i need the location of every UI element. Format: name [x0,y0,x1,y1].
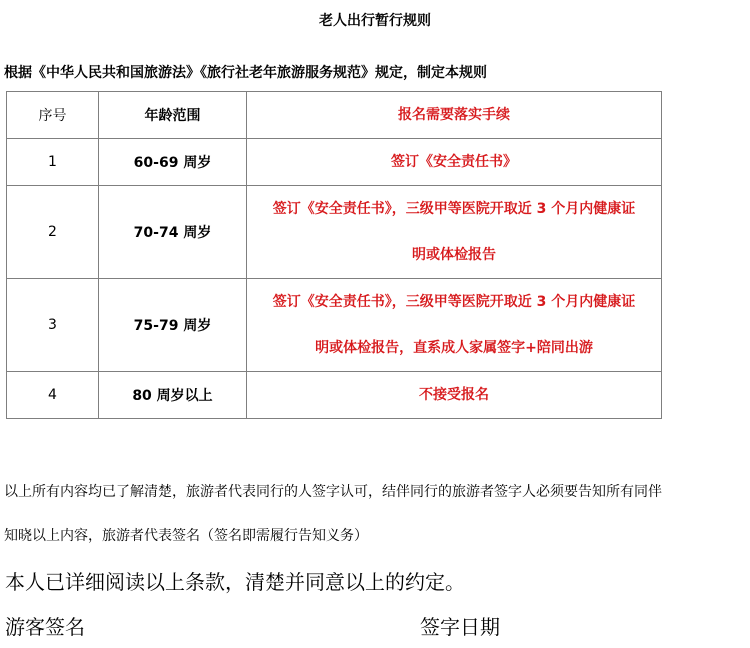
regulation-basis: 根据《中华人民共和国旅游法》《旅行社老年旅游服务规范》规定，制定本规则 [4,65,487,81]
row-no: 1 [7,139,99,186]
signature-date-label: 签字日期 [420,615,500,639]
row-no: 4 [7,372,99,419]
table-row [7,139,662,186]
requirement-line: 签订《安全责任书》，三级甲等医院开取近 3 个月内健康证 [272,294,636,310]
row-requirement [247,186,662,279]
notice-line-1: 以上所有内容均已了解清楚，旅游者代表同行的人签字认可，结伴同行的旅游者签字人必须要告知所有同伴 [4,484,662,500]
row-no: 3 [7,279,99,372]
table-header-row [7,92,662,139]
row-age-range: 80 周岁以上 [99,372,247,419]
row-age-range: 75-79 周岁 [99,279,247,372]
row-requirement [247,139,662,186]
row-age-range: 70-74 周岁 [99,186,247,279]
table-row [7,372,662,419]
header-age-range: 年龄范围 [99,92,247,139]
row-requirement [247,372,662,419]
requirement-line: 明或体检报告，直系成人家属签字+陪同出游 [315,340,593,356]
header-no: 序号 [7,92,99,139]
notice-line-2: 知晓以上内容，旅游者代表签名（签名即需履行告知义务） [4,528,368,544]
row-age-range: 60-69 周岁 [99,139,247,186]
requirement-line: 不接受报名 [419,387,489,403]
table-row [7,186,662,279]
tourist-signature-label: 游客签名 [5,615,85,639]
page-title: 老人出行暂行规则 [319,13,431,29]
requirement-line: 签订《安全责任书》 [391,154,517,170]
agreement-statement: 本人已详细阅读以上条款，清楚并同意以上的约定。 [5,570,465,594]
row-requirement [247,279,662,372]
rules-table [6,91,662,419]
table-row [7,279,662,372]
header-requirement: 报名需要落实手续 [247,92,662,139]
row-no: 2 [7,186,99,279]
requirement-line: 签订《安全责任书》，三级甲等医院开取近 3 个月内健康证 [272,201,636,217]
requirement-line: 明或体检报告 [412,247,496,263]
